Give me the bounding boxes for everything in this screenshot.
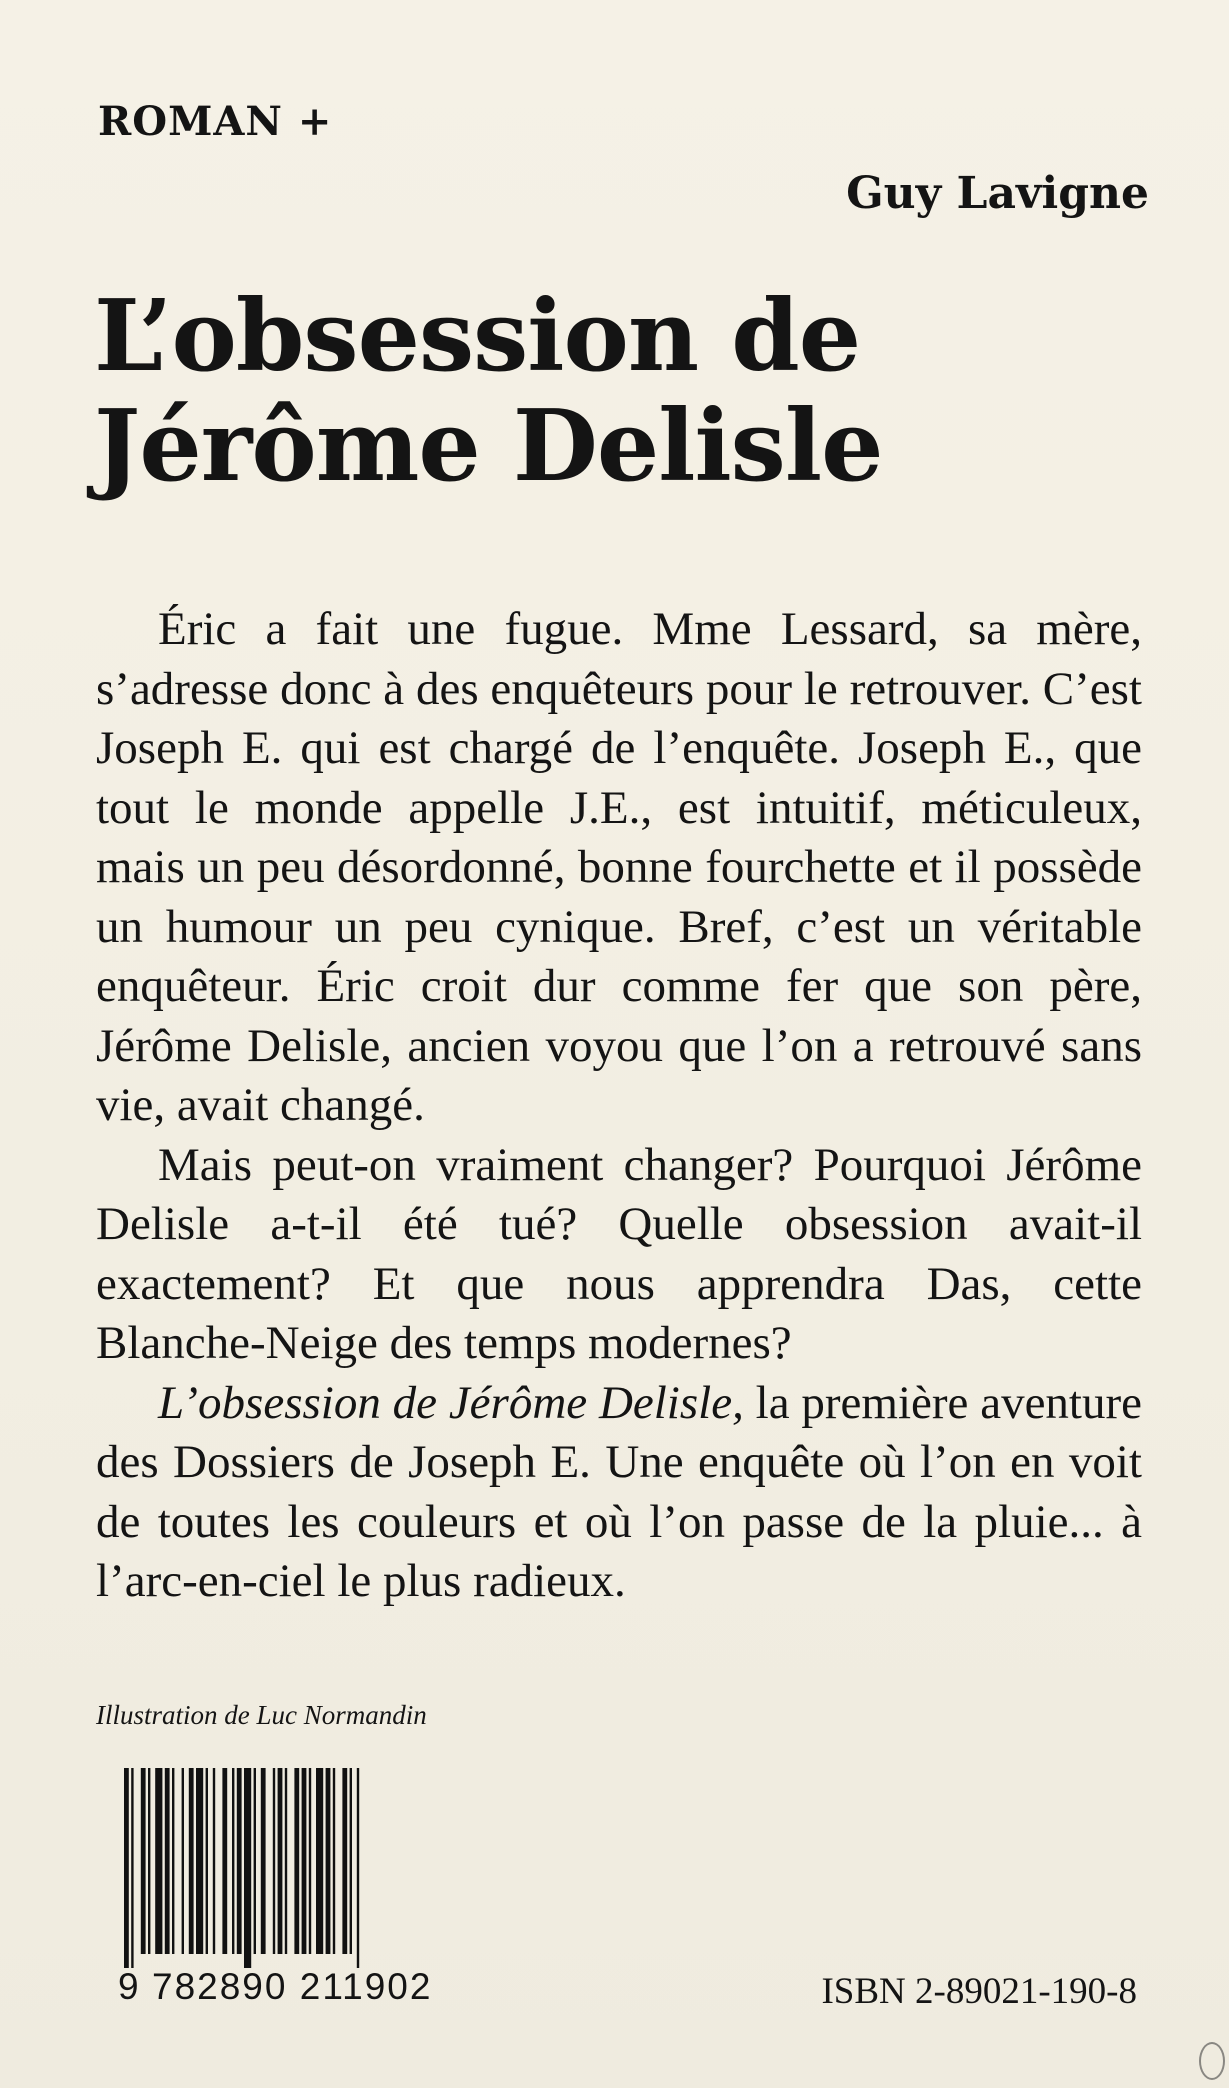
barcode-bar [182, 1768, 184, 1954]
blurb-title-ref: L’obsession de Jérôme Delisle, [158, 1376, 744, 1429]
blurb-paragraph-2: Mais peut-on vraiment changer? Pourquoi Jérôme Delisle a-t-il été tué? Quelle obsession avait-il exactement? Et que nous apprendra Das, cette Blanche-Neige des temps modernes? [96, 1138, 1142, 1369]
barcode-digits: 782890 211902 [152, 1966, 433, 2007]
barcode-bar [333, 1768, 335, 1954]
barcode-bar [309, 1768, 311, 1954]
barcode-bar [273, 1768, 275, 1954]
barcode-bar [189, 1768, 194, 1954]
book-title [94, 279, 1154, 504]
barcode-bar [131, 1768, 133, 1968]
barcode-bar [357, 1768, 359, 1968]
barcode-bar [261, 1768, 266, 1954]
barcode-bar [254, 1768, 256, 1954]
blurb-paragraph-1: Éric a fait une fugue. Mme Lessard, sa mère, s’adresse donc à des enquêteurs pour le retrouver. C’est Joseph E. qui est chargé de l’enquête. Joseph E., que tout le monde appelle J.E., est intuitif, méticuleux, mais un peu désordonné, bonne fourchette et il possède un humour un peu cynique. Bref, c’est un véritable enquêteur. Éric croit dur comme fer que son père, Jérôme Delisle, ancien voyou que l’on a retrouvé sans vie, avait changé. [96, 603, 1142, 1131]
barcode-bar [316, 1768, 323, 1954]
barcode-bar [148, 1768, 150, 1954]
title-line-1: L’obsession de [94, 279, 861, 394]
isbn: ISBN 2-89021-190-8 [821, 1971, 1137, 2012]
barcode-bar [237, 1768, 242, 1954]
barcode-bar [172, 1768, 174, 1954]
barcode-bar [206, 1768, 208, 1954]
barcode-bar [222, 1768, 227, 1954]
barcode-bar [196, 1768, 203, 1954]
barcode-bar [294, 1768, 299, 1954]
blurb-paragraph-3-text: la première aventure des Dossiers de Joseph E. Une enquête où l’on en voit de toutes les couleurs et où l’on passe de la pluie... à l’arc-en-ciel le plus radieux. [96, 1376, 1142, 1607]
author-name: Guy Lavigne [846, 168, 1149, 219]
barcode-bar [165, 1768, 170, 1954]
illustration-credit: Illustration de Luc Normandin [96, 1700, 427, 1730]
barcode-lead-digit: 9 [118, 1966, 139, 2007]
barcode-bar [155, 1768, 162, 1954]
barcode-bar [350, 1768, 352, 1954]
publisher-mark-icon [1199, 2042, 1225, 2080]
barcode-bars [118, 1768, 458, 1968]
barcode [118, 1768, 458, 2018]
blurb-paragraph-3 [96, 1374, 1142, 1612]
barcode-bar [232, 1768, 234, 1954]
barcode-bar [302, 1768, 307, 1954]
blurb [96, 600, 1142, 1612]
series-label: ROMAN + [98, 98, 333, 145]
barcode-bar [213, 1768, 215, 1954]
barcode-bar [326, 1768, 331, 1954]
barcode-bar [342, 1768, 347, 1954]
title-line-2: Jérôme Delisle [94, 389, 883, 504]
barcode-bar [285, 1768, 287, 1954]
barcode-bar [124, 1768, 129, 1968]
barcode-bar [278, 1768, 283, 1954]
barcode-bar [141, 1768, 146, 1954]
barcode-bar [244, 1768, 251, 1968]
